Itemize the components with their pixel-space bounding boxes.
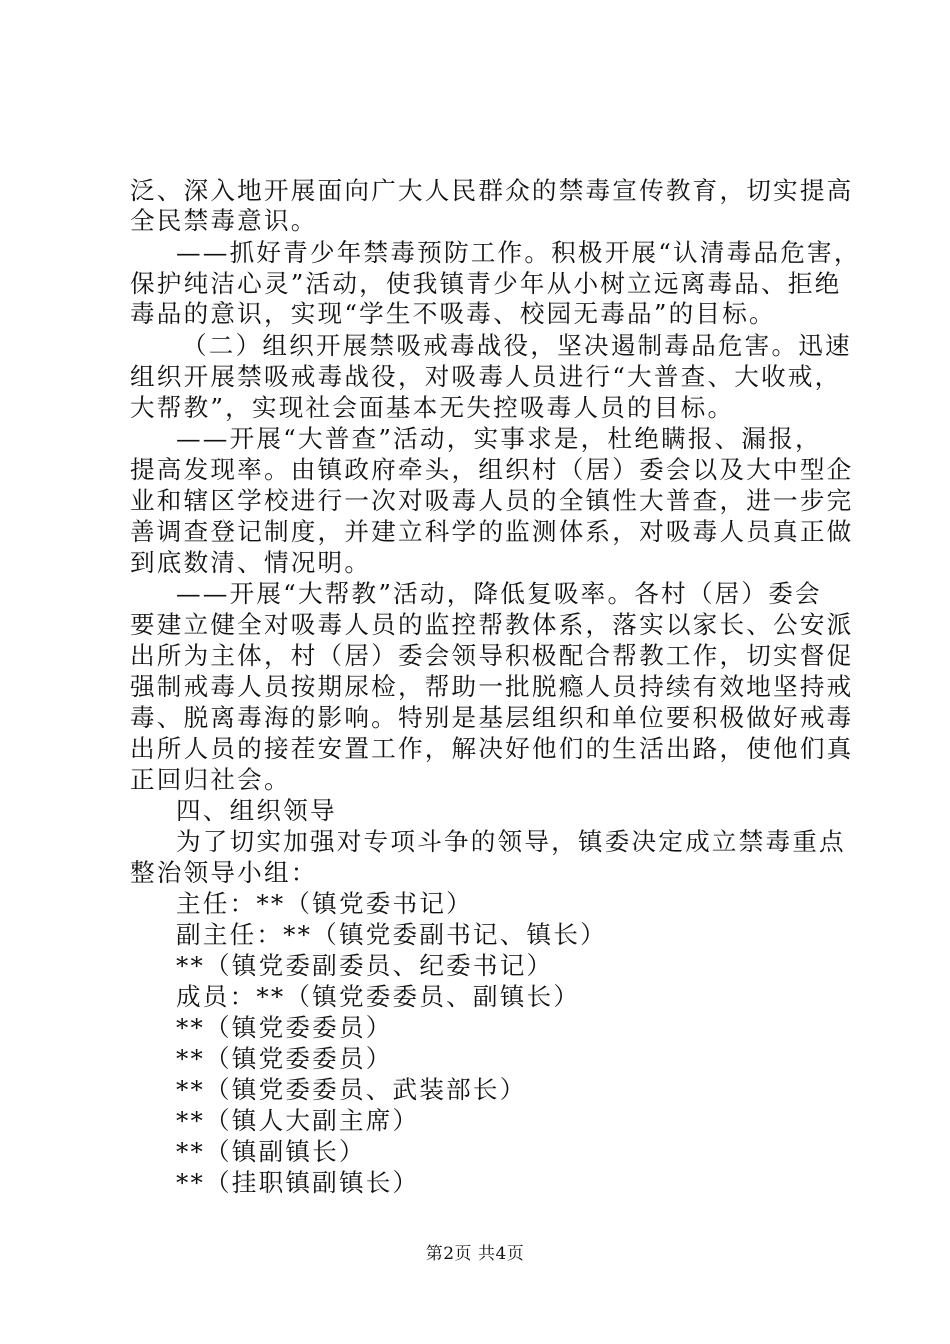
member-line: 副主任：**（镇党委副书记、镇长） [176, 920, 607, 949]
member-line: 主任：**（镇党委书记） [176, 889, 473, 918]
member-line: **（挂职镇副镇长） [176, 1168, 420, 1197]
paragraph-line: 保护纯洁心灵”活动，使我镇青少年从小树立远离毒品、拒绝 [130, 269, 842, 298]
paragraph-line: 出所人员的接茬安置工作，解决好他们的生活出路，使他们真 [130, 734, 854, 763]
paragraph-line: 出所为主体，村（居）委会领导积极配合帮教工作，切实督促 [130, 641, 854, 670]
paragraph-line: 业和辖区学校进行一次对吸毒人员的全镇性大普查，进一步完 [130, 486, 854, 515]
section-heading: 四、组织领导 [176, 796, 337, 825]
member-line: **（镇人大副主席） [176, 1106, 420, 1135]
paragraph-line: 提高发现率。由镇政府牵头，组织村（居）委会以及大中型企 [130, 455, 854, 484]
paragraph-line: 全民禁毒意识。 [130, 206, 318, 235]
paragraph-line: （二）组织开展禁吸戒毒战役，坚决遏制毒品危害。迅速 [182, 331, 852, 360]
paragraph-line: 泛、深入地开展面向广大人民群众的禁毒宣传教育，切实提高 [130, 176, 854, 205]
paragraph-line: ——开展“大普查”活动，实事求是，杜绝瞒报、漏报， [176, 424, 822, 453]
member-line: **（镇党委委员、武装部长） [176, 1075, 527, 1104]
paragraph-line: ——抓好青少年禁毒预防工作。积极开展“认清毒品危害， [176, 238, 861, 267]
member-line: **（镇副镇长） [176, 1137, 366, 1166]
paragraph-line: 强制戒毒人员按期尿检，帮助一批脱瘾人员持续有效地坚持戒 [130, 672, 854, 701]
member-line: **（镇党委副委员、纪委书记） [176, 951, 554, 980]
paragraph-line: 正回归社会。 [130, 765, 291, 794]
paragraph-line: ——开展“大帮教”活动，降低复吸率。各村（居）委会 [176, 579, 822, 608]
paragraph-line: 为了切实加强对专项斗争的领导，镇委决定成立禁毒重点 [176, 827, 846, 856]
paragraph-line: 整治领导小组： [130, 858, 318, 887]
paragraph-line: 组织开展禁吸戒毒战役，对吸毒人员进行“大普查、大收戒， [130, 362, 842, 391]
page-number-footer: 第2页 共4页 [425, 1244, 525, 1264]
member-line: **（镇党委委员） [176, 1013, 393, 1042]
paragraph-line: 毒品的意识，实现“学生不吸毒、校园无毒品”的目标。 [130, 299, 776, 328]
paragraph-line: 大帮教”，实现社会面基本无失控吸毒人员的目标。 [130, 393, 735, 422]
paragraph-line: 善调查登记制度，并建立科学的监测体系，对吸毒人员真正做 [130, 517, 854, 546]
paragraph-line: 到底数清、情况明。 [130, 548, 372, 577]
member-line: **（镇党委委员） [176, 1044, 393, 1073]
member-line: 成员：**（镇党委委员、副镇长） [176, 982, 581, 1011]
paragraph-line: 要建立健全对吸毒人员的监控帮教体系，落实以家长、公安派 [130, 610, 854, 639]
paragraph-line: 毒、脱离毒海的影响。特别是基层组织和单位要积极做好戒毒 [130, 703, 854, 732]
